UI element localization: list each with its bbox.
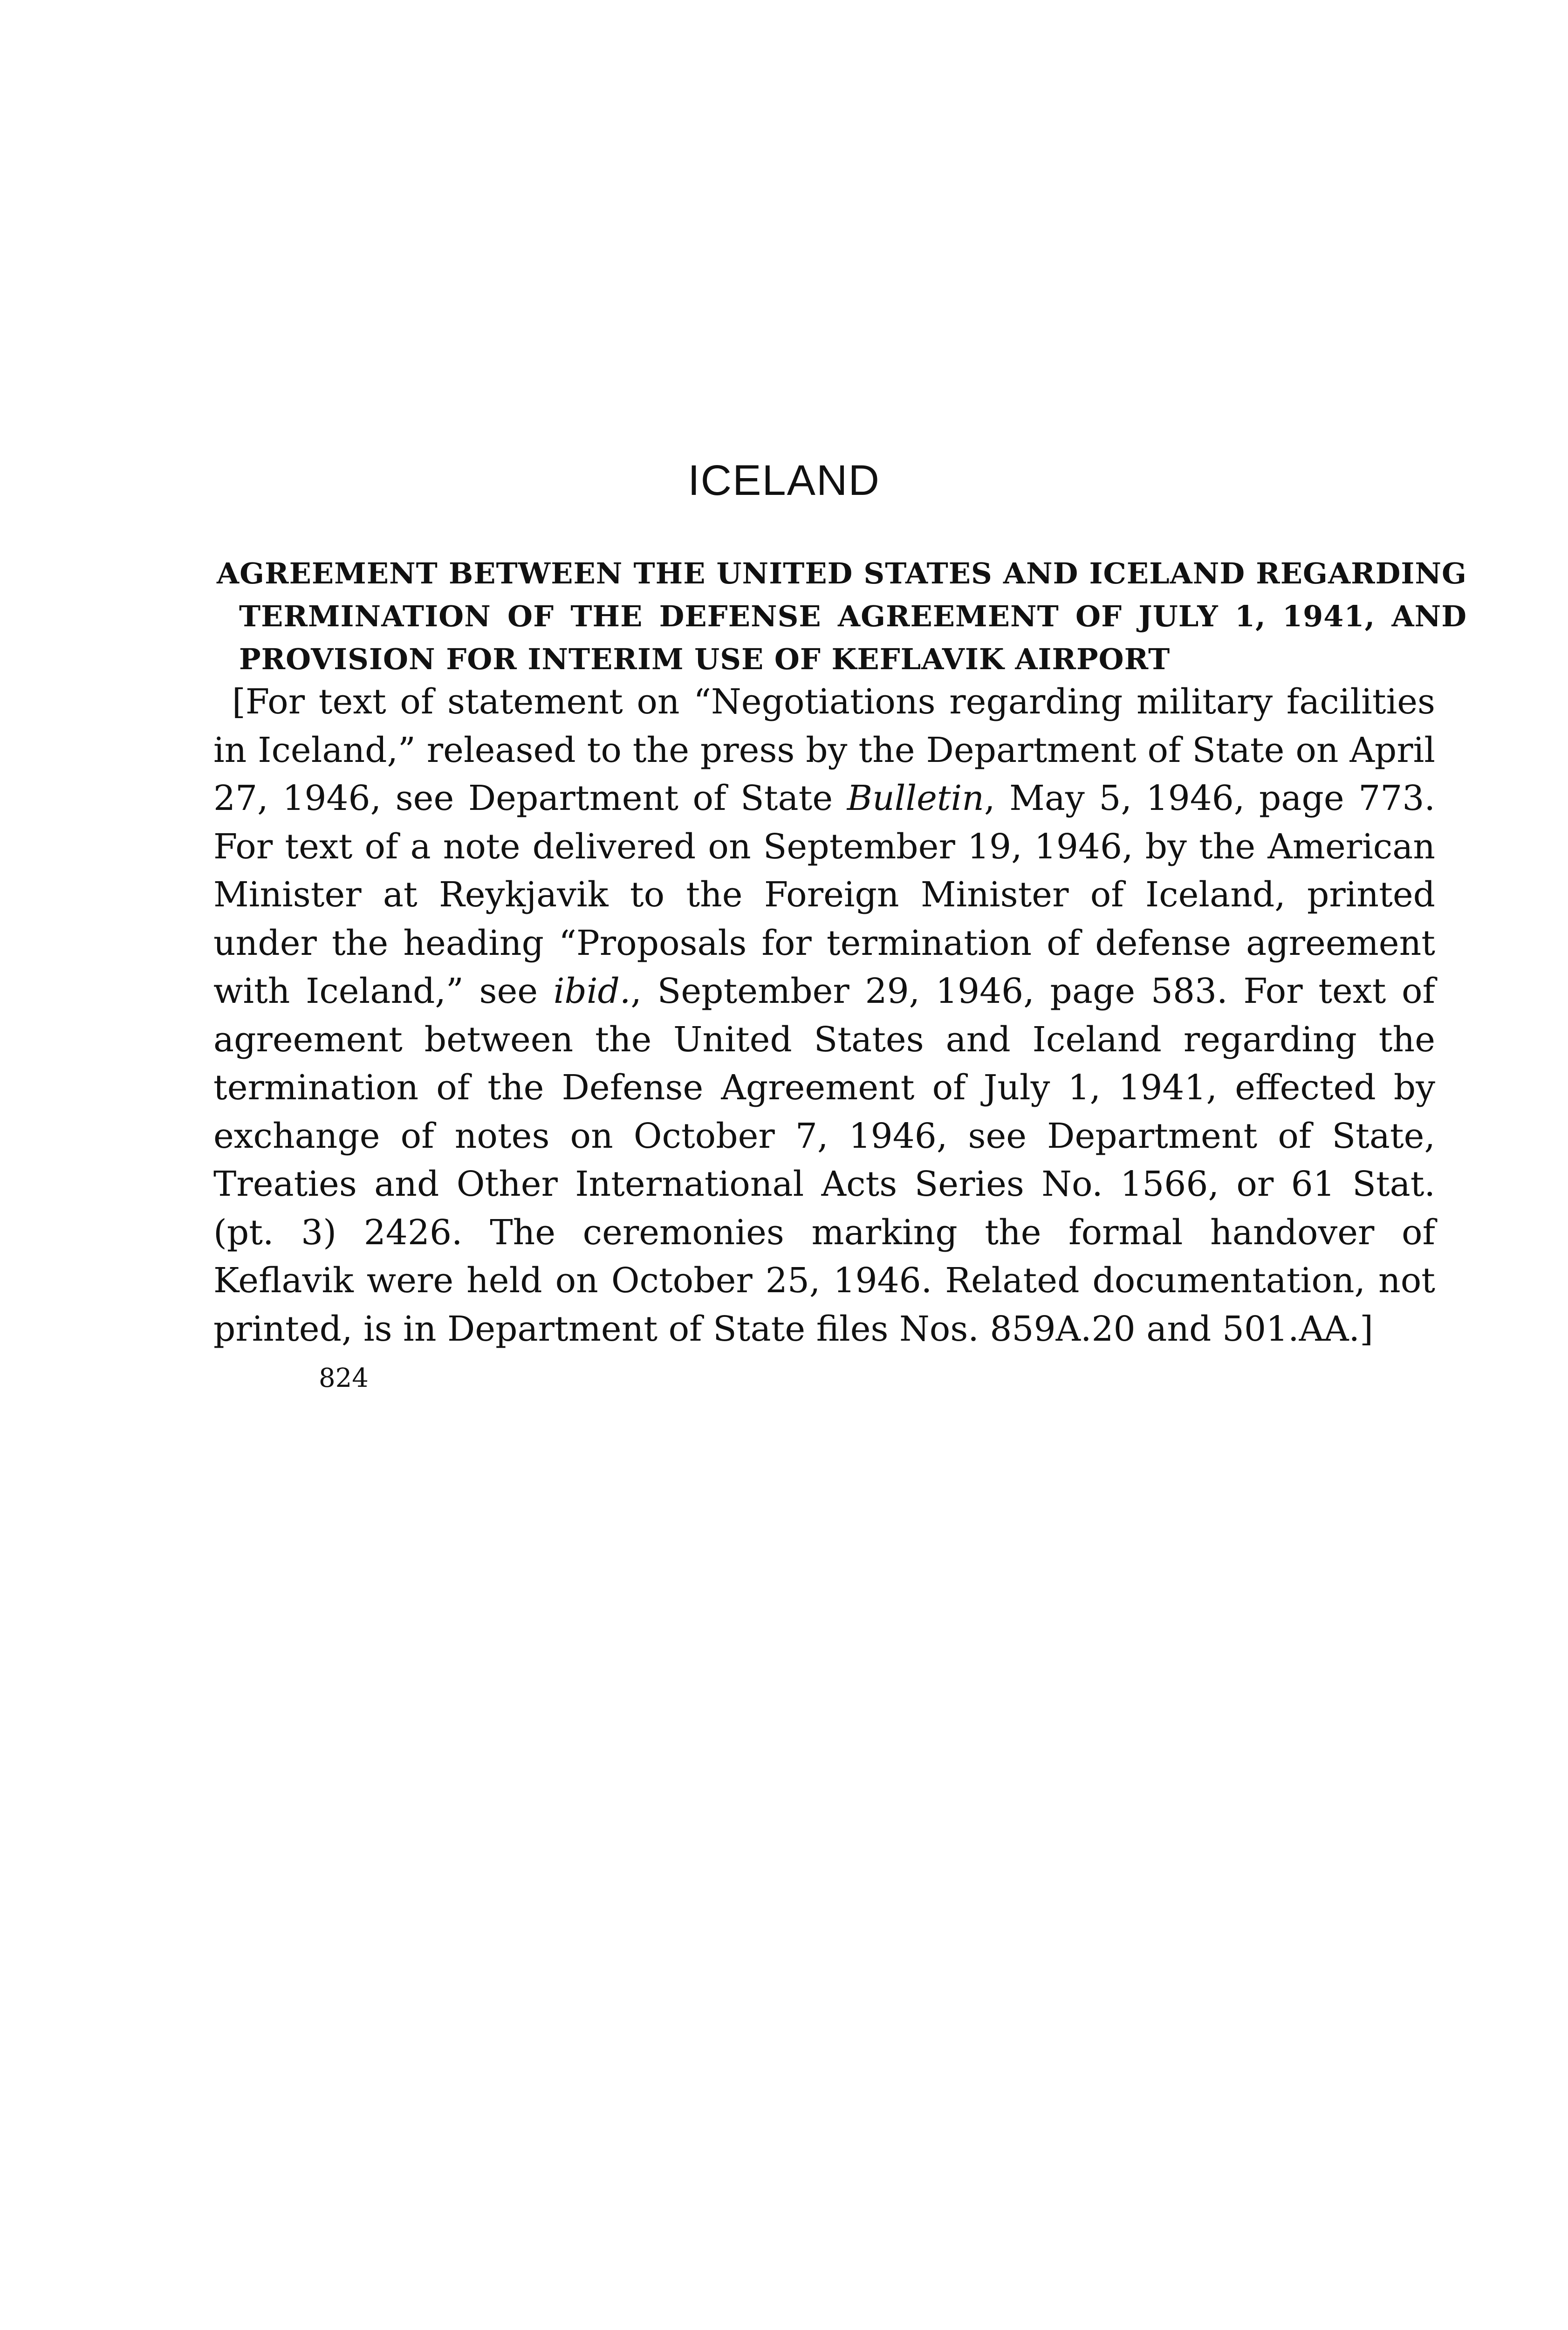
editorial-note-text-2: , May 5, 1946, page 773. For text of a note delivered on September 19, 1946, by the American Minister at Reykjavik to the Foreign Minister of Iceland, printed under the heading “Proposals for termination of defense agreement with Iceland,” see [213, 778, 1435, 1011]
country-title: ICELAND [688, 457, 880, 504]
page-number: 824 [319, 1363, 369, 1393]
editorial-note [213, 678, 1435, 1353]
bulletin-italic: Bulletin [847, 778, 984, 818]
document-heading: AGREEMENT BETWEEN THE UNITED STATES AND ICELAND REGARDING TERMINATION OF THE DEFENSE AGREEMENT OF JULY 1, 1941, AND PROVISION FOR INTERIM USE OF KEFLAVIK AIRPORT [217, 556, 1467, 676]
editorial-note-text-1: [For text of statement on “Negotiations regarding military facilities in Iceland,” released to the press by the Department of State on April 27, 1946, see Department of State [213, 682, 1435, 818]
editorial-note-text-3: , September 29, 1946, page 583. For text of agreement between the United States and Iceland regarding the termination of the Defense Agreement of July 1, 1941, effected by exchange of notes on October 7, 1946, see Department of State, Treaties and Other International Acts Series No. 1566, or 61 Stat. (pt. 3) 2426. The ceremonies marking the formal handover of Keflavik were held on October 25, 1946. Related documentation, not printed, is in Department of State files Nos. 859A.20 and 501.AA.] [213, 971, 1435, 1349]
ibid-italic: ibid. [553, 971, 631, 1011]
